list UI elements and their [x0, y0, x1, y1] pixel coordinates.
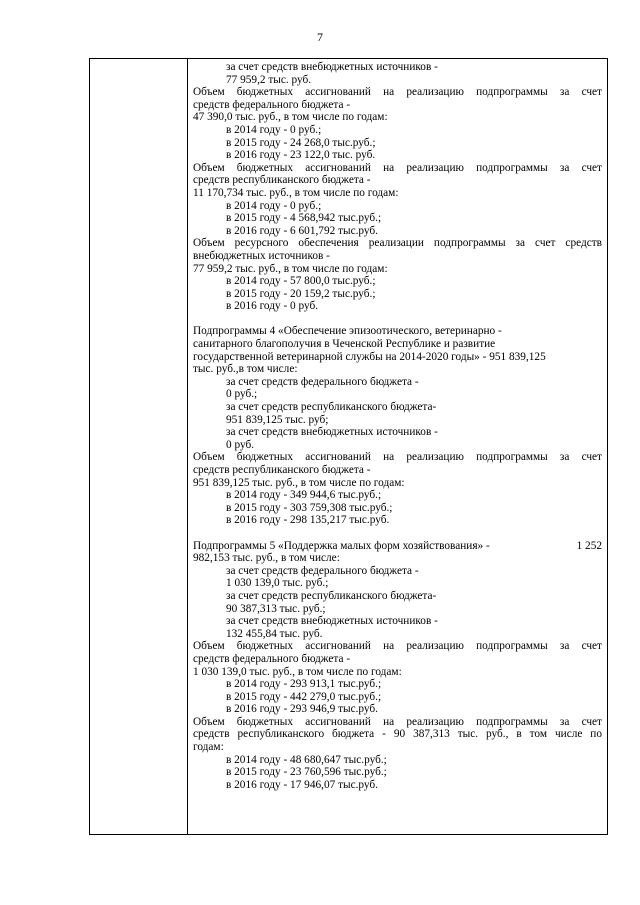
text-line: 90 387,313 тыс. руб.; — [226, 602, 326, 615]
text-line: тыс. руб.,в том числе: — [193, 363, 298, 376]
text-line: санитарного благополучия в Чеченской Республике и развитие — [193, 338, 496, 351]
text-line: в 2014 году - 0 руб.; — [226, 123, 322, 136]
spacer — [193, 313, 602, 326]
text-line: Объем ресурсного обеспечения реализации подпрограммы за счет средств — [193, 237, 602, 250]
text-line: 1 030 139,0 тыс. руб., в том числе по годам: — [193, 665, 402, 678]
text-line: за счет средств республиканского бюджета- — [226, 589, 437, 602]
text-line: за счет средств внебюджетных источников - — [226, 615, 438, 628]
text-line: внебюджетных источников - — [193, 249, 330, 262]
text-line: 0 руб. — [226, 438, 255, 451]
text-line: средств республиканского бюджета - — [193, 174, 371, 187]
text-line: средств республиканского бюджета - — [193, 464, 371, 476]
text-line: в 2014 году - 293 913,1 тыс.руб.; — [226, 678, 382, 691]
text-line: 132 455,84 тыс. руб. — [226, 627, 323, 640]
text-line: Объем бюджетных ассигнований на реализацию подпрограммы за счет — [193, 451, 602, 464]
text-line: в 2016 году - 293 946,9 тыс.руб. — [226, 703, 379, 716]
text-line: в 2016 году - 17 946,07 тыс.руб. — [226, 778, 379, 791]
text-line: 951 839,125 тыс. руб., в том числе по годам: — [193, 476, 405, 489]
text-line: Подпрограммы 4 «Обеспечение эпизоотического, ветеринарно - — [193, 325, 502, 338]
text-line: в 2016 году - 23 122,0 тыс. руб. — [226, 149, 376, 162]
text-line: в 2015 году - 24 268,0 тыс.руб.; — [226, 136, 376, 149]
text-line: в 2016 году - 0 руб. — [226, 300, 319, 313]
text-line: в 2014 году - 0 руб.; — [226, 199, 322, 212]
text-line: в 2016 году - 298 135,217 тыс.руб. — [226, 514, 390, 527]
text-line: Объем бюджетных ассигнований на реализацию подпрограммы за счет — [193, 640, 602, 653]
text-line: за счет средств республиканского бюджета- — [226, 401, 437, 414]
spacer — [193, 527, 602, 540]
text-line: в 2014 году - 349 944,6 тыс.руб.; — [226, 489, 382, 502]
text-line: 11 170,734 тыс. руб., в том числе по годам: — [193, 186, 399, 199]
text-line: в 2014 году - 48 680,647 тыс.руб.; — [226, 753, 387, 766]
text-line: за счет средств федерального бюджета - — [226, 564, 419, 577]
text-line: годам: — [193, 741, 224, 754]
text-line: средств республиканского бюджета - 90 387,313 тыс. руб., в том числе по — [193, 728, 602, 741]
text-line: за счет средств федерального бюджета - — [226, 375, 419, 388]
text-line: Объем бюджетных ассигнований на реализацию подпрограммы за счет — [193, 161, 602, 174]
text-line: 77 959,2 тыс. руб., в том числе по годам: — [193, 262, 388, 275]
text-line: 951 839,125 тыс. руб; — [226, 413, 329, 426]
text-line: средств федерального бюджета - — [193, 98, 351, 111]
table-cell-content — [193, 61, 602, 791]
text-line: 77 959,2 тыс. руб. — [226, 73, 312, 86]
text-line: 47 390,0 тыс. руб., в том числе по годам: — [193, 111, 388, 124]
text-line: 1 030 139,0 тыс. руб.; — [226, 577, 329, 590]
text-line: Объем бюджетных ассигнований на реализацию подпрограммы за счет — [193, 86, 602, 99]
text-line — [193, 540, 602, 553]
text-line: средств федерального бюджета - — [193, 652, 351, 665]
page-number: 7 — [317, 30, 323, 44]
text-line: в 2015 году - 20 159,2 тыс.руб.; — [226, 287, 376, 300]
subprogram-5-title: Подпрограммы 5 «Поддержка малых форм хозяйствования» - — [193, 539, 490, 552]
table-frame — [89, 58, 608, 835]
text-line: в 2014 году - 57 800,0 тыс.руб.; — [226, 275, 376, 288]
text-line: за счет средств внебюджетных источников - — [226, 426, 438, 439]
text-line: в 2016 году - 6 601,792 тыс.руб. — [226, 224, 379, 237]
text-line: в 2015 году - 4 568,942 тыс.руб.; — [226, 212, 382, 225]
subprogram-5-amount-start: 1 252 — [576, 539, 602, 552]
text-line: в 2015 году - 442 279,0 тыс.руб.; — [226, 690, 382, 703]
text-line: государственной ветеринарной службы на 2014-2020 годы» - 951 839,125 — [193, 350, 546, 363]
text-line: в 2015 году - 303 759,308 тыс.руб.; — [226, 501, 393, 514]
text-line: 982,153 тыс. руб., в том числе: — [193, 552, 340, 565]
column-divider — [187, 59, 188, 834]
text-line: 0 руб.; — [226, 388, 258, 401]
text-line: Объем бюджетных ассигнований на реализацию подпрограммы за счет — [193, 715, 602, 728]
text-line: в 2015 году - 23 760,596 тыс.руб.; — [226, 766, 387, 779]
text-line: за счет средств внебюджетных источников - — [226, 61, 438, 73]
